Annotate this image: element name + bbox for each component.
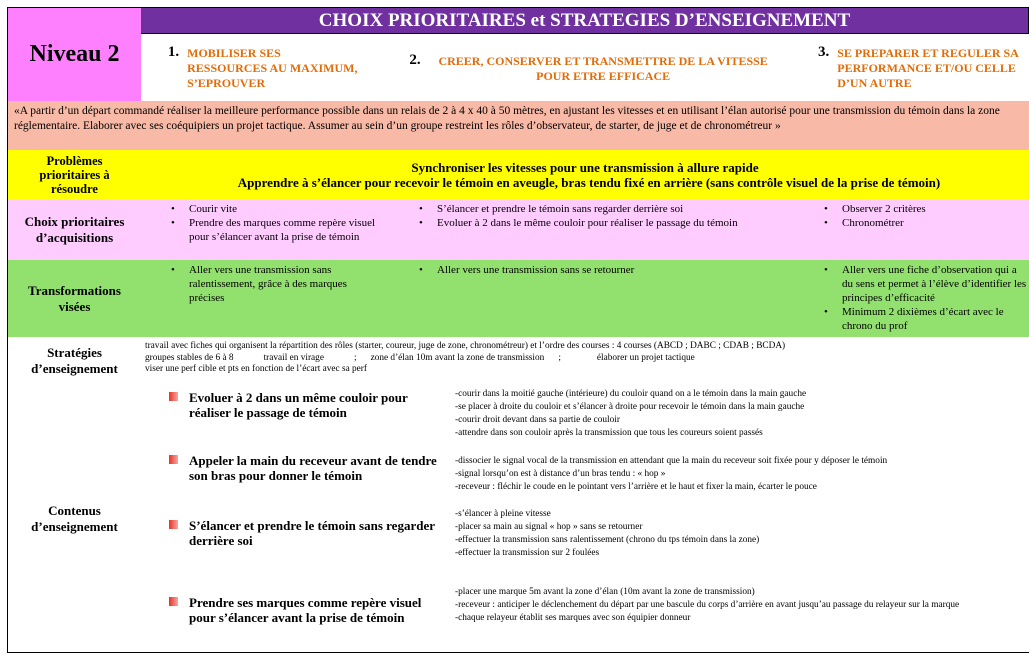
strategy-separator: ; xyxy=(558,352,561,363)
contenu-title-text: S’élancer et prendre le témoin sans regarder derrière soi xyxy=(189,518,435,548)
choix-col-1 xyxy=(141,199,390,261)
contenu-title-2 xyxy=(169,453,444,483)
strategy-item: travail en virage xyxy=(263,352,324,363)
choice-1-text: MOBILISER SES RESSOURCES AU MAXIMUM, S’EPROUVER xyxy=(187,46,358,90)
choice-3 xyxy=(796,33,1029,102)
contenu-title-text: Appeler la main du receveur avant de tendre son bras pour donner le témoin xyxy=(189,453,437,483)
page-title: CHOIX PRIORITAIRES et STRATEGIES D’ENSEIGNEMENT xyxy=(318,10,851,31)
detail-line: -receveur : fléchir le coude en le pointant vers l’arrière et le haut et fixer la main, écarter le pouce xyxy=(455,482,817,492)
contenu-details-2 xyxy=(455,455,1025,494)
contenu-details-4 xyxy=(455,586,1015,625)
choice-2-text: CREER, CONSERVER ET TRANSMETTRE DE LA VITESSE POUR ETRE EFFICACE xyxy=(438,53,768,83)
choix-col-2 xyxy=(389,199,797,261)
detail-line: -receveur : anticiper le déclenchement du départ par une bascule du corps d’arrière en avant jusqu’au passage du relayeur sur la marque xyxy=(455,600,960,610)
choice-3-text: SE PREPARER ET REGULER SA PERFORMANCE ET/OU CELLE D’UN AUTRE xyxy=(837,46,1019,90)
red-square-icon xyxy=(169,520,178,529)
choix-item: • Prendre des marques comme repère visuel pour s’élancer avant la prise de témoin xyxy=(189,216,385,244)
strategy-line-3: viser une perf cible et pts en fonction de l’écart avec sa perf xyxy=(145,364,367,374)
probleme-line-2: Apprendre à s’élancer pour recevoir le témoin en aveugle, bras tendu fixé en arrière (sans contrôle visuel de la prise de témoin) xyxy=(237,175,941,190)
transformations-label: Transformations visées xyxy=(7,260,142,338)
detail-line: -dissocier le signal vocal de la transmission en attendant que la main du receveur soit fixée pour y déposer le témoin xyxy=(455,456,888,466)
transformation-item: • Minimum 2 dixièmes d’écart avec le chrono du prof xyxy=(842,305,1027,333)
choix-item: • Courir vite xyxy=(189,202,385,216)
choice-2 xyxy=(389,33,797,102)
contenu-title-1 xyxy=(169,390,444,420)
probleme-line-1: Synchroniser les vitesses pour une transmission à allure rapide xyxy=(411,160,759,175)
contenu-title-4 xyxy=(169,595,444,625)
strategy-item: élaborer un projet tactique xyxy=(596,352,695,363)
choix-label: Choix prioritaires d’acquisitions xyxy=(7,199,142,261)
strategy-item: zone d’élan 10m avant la zone de transmission xyxy=(370,352,545,363)
contenus-details xyxy=(451,385,1029,653)
niveau-cell xyxy=(7,7,142,102)
detail-line: -courir droit devant dans sa partie de couloir xyxy=(455,415,620,425)
red-square-icon xyxy=(169,455,178,464)
detail-line: -attendre dans son couloir après la transmission que tous les coureurs soient passés xyxy=(455,428,763,438)
transformation-item: • Aller vers une transmission sans ralentissement, grâce à des marques précises xyxy=(189,263,385,305)
transformations-col-1 xyxy=(141,260,390,338)
detail-line: -courir dans la moitié gauche (intérieure) du couloir quand on a le témoin dans la main gauche xyxy=(455,389,807,399)
contenu-details-1 xyxy=(455,388,1025,440)
choix-col-3 xyxy=(796,199,1029,261)
red-square-icon xyxy=(169,392,178,401)
strategy-item: groupes stables de 6 à 8 xyxy=(145,352,234,363)
detail-line: -placer sa main au signal « hop » sans se retourner xyxy=(455,522,643,532)
choix-item: • Chronométrer xyxy=(842,216,1025,230)
choice-1 xyxy=(141,33,390,102)
contenu-details-3 xyxy=(455,508,1025,560)
choix-item: • Observer 2 critères xyxy=(842,202,1025,216)
detail-line: -s’élancer à pleine vitesse xyxy=(455,509,551,519)
strategy-separator: ; xyxy=(353,352,357,363)
contenus-titles xyxy=(141,385,452,653)
strategy-line-2 xyxy=(145,353,1025,365)
transformations-col-2 xyxy=(389,260,797,338)
strategies-content xyxy=(141,337,1029,386)
choice-2-number: 2. xyxy=(409,51,421,68)
detail-line: -placer une marque 5m avant la zone d’élan (10m avant la zone de transmission) xyxy=(455,587,755,597)
strategies-label: Stratégies d’enseignement xyxy=(7,337,142,386)
choix-item: • Evoluer à 2 dans le même couloir pour réaliser le passage du témoin xyxy=(437,216,792,230)
competence-text: «A partir d’un départ commandé réaliser la meilleure performance possible dans un relais de 2 à 4 x 40 à 50 mètres, en ajustant les vitesses et en utilisant l’élan autorisé pour une transmission du témoin dans la zone réglementaire. Elaborer avec ses coéquipiers un projet tactique. Assumer au sein d’un groupe restreint les rôles d’observateur, de starter, de juge et de chronométreur » xyxy=(7,101,1029,151)
detail-line: -effectuer la transmission sur 2 foulées xyxy=(455,548,600,558)
red-square-icon xyxy=(169,597,178,606)
strategy-line-1: travail avec fiches qui organisent la répartition des rôles (starter, coureur, juge de zone, chronométreur) et l’ordre des courses : 4 courses (ABCD ; DABC ; CDAB ; BCDA) xyxy=(145,341,786,351)
problemes-label: Problèmes prioritaires à résoudre xyxy=(7,150,142,200)
contenu-title-3 xyxy=(169,518,444,548)
contenus-label: Contenus d’enseignement xyxy=(7,385,142,653)
detail-line: -signal lorsqu’on est à distance d’un bras tendu : « hop » xyxy=(455,469,666,479)
detail-line: -se placer à droite du couloir et s’élancer à droite pour recevoir le témoin dans la main gauche xyxy=(455,402,805,412)
transformation-item: • Aller vers une fiche d’observation qui a du sens et permet à l’élève d’identifier les principes d’efficacité xyxy=(842,263,1027,305)
contenu-title-text: Evoluer à 2 dans un même couloir pour réaliser le passage de témoin xyxy=(189,390,408,420)
contenu-title-text: Prendre ses marques comme repère visuel pour s’élancer avant la prise de témoin xyxy=(189,595,422,625)
detail-line: -chaque relayeur établit ses marques avec son équipier donneur xyxy=(455,613,691,623)
problemes-content xyxy=(141,150,1029,200)
choice-1-number: 1. xyxy=(167,44,180,60)
choix-item: • S’élancer et prendre le témoin sans regarder derrière soi xyxy=(437,202,792,216)
detail-line: -effectuer la transmission sans ralentissement (chrono du tps témoin dans la zone) xyxy=(455,535,760,545)
niveau-label: Niveau 2 xyxy=(29,41,120,67)
transformation-item: • Aller vers une transmission sans se retourner xyxy=(437,263,792,277)
choice-3-number: 3. xyxy=(818,44,830,60)
title-bar xyxy=(141,7,1029,34)
transformations-col-3 xyxy=(796,260,1029,338)
